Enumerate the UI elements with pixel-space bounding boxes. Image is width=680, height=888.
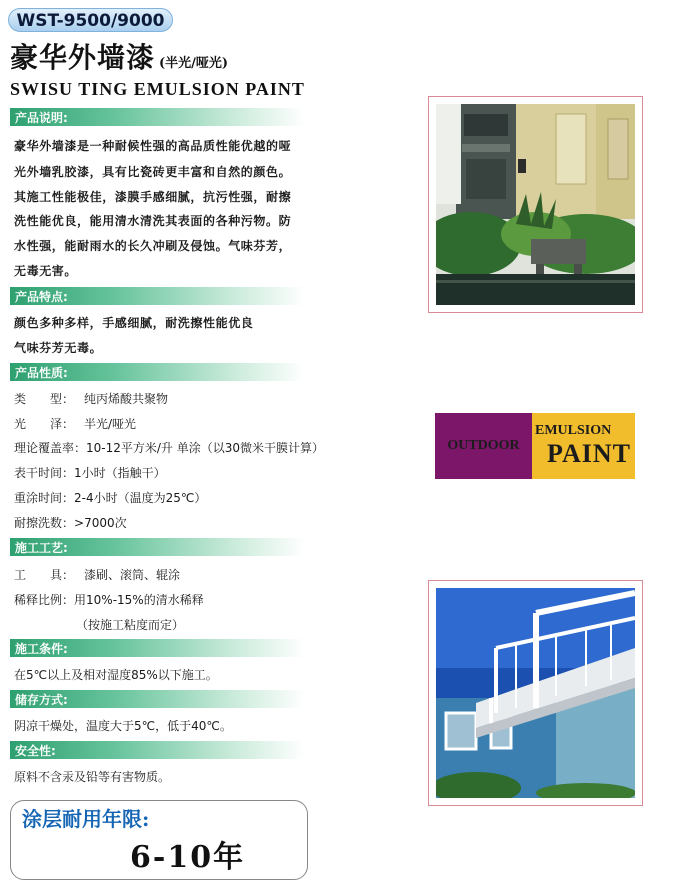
- banner-paint-text: PAINT: [547, 439, 631, 468]
- property-type: 类 型： 纯丙烯酸共聚物: [14, 392, 169, 406]
- property-dry-time: 表干时间： 1小时（指触干）: [14, 466, 166, 480]
- feature-line: 气味芬芳无毒。: [14, 341, 103, 355]
- application-tools: 工 具： 漆刷、滚筒、辊涂: [14, 568, 181, 582]
- blue-house-balcony-image: [436, 588, 635, 798]
- storage-text: 阴凉干燥处，温度大于5℃，低于40℃。: [14, 719, 232, 733]
- section-header-conditions: 施工条件:: [10, 639, 305, 657]
- durability-label: 涂层耐用年限:: [22, 807, 150, 831]
- section-header-features: 产品特点:: [10, 287, 305, 305]
- description-line: 水性强，能耐雨水的长久冲刷及侵蚀。气味芬芳，: [14, 239, 292, 253]
- application-dilution: 稀释比例： 用10%-15%的清水稀释: [14, 593, 204, 607]
- section-header-description: 产品说明:: [10, 108, 305, 126]
- product-title: [10, 36, 228, 74]
- section-header-storage: 储存方式:: [10, 690, 305, 708]
- conditions-text: 在5℃以上及相对湿度85%以下施工。: [14, 668, 218, 682]
- section-header-application: 施工工艺:: [10, 538, 305, 556]
- banner-left-panel: [435, 413, 532, 479]
- banner-outdoor-text: OUTDOOR: [447, 438, 520, 453]
- safety-text: 原料不含汞及铅等有害物质。: [14, 770, 171, 784]
- property-coverage: 理论覆盖率： 10-12平方米/升 单涂（以30微米干膜计算）: [14, 441, 325, 455]
- property-gloss: 光 泽： 半光/哑光: [14, 417, 137, 431]
- model-number-badge: WST-9500/9000: [8, 8, 173, 32]
- property-scrub-resistance: 耐擦洗数： >7000次: [14, 516, 127, 530]
- description-line: 其施工性能极佳，漆膜手感细腻，抗污性强，耐擦: [14, 190, 292, 204]
- durability-value: 6-10年: [130, 840, 246, 875]
- section-header-properties: 产品性质:: [10, 363, 305, 381]
- product-subtitle: SWISU TING EMULSION PAINT: [10, 79, 305, 99]
- description-line: 光外墙乳胶漆，具有比瓷砖更丰富和自然的颜色。: [14, 165, 292, 179]
- banner-right-panel: [532, 413, 635, 479]
- villa-garden-photo: [428, 96, 643, 313]
- villa-garden-image: [436, 104, 635, 305]
- blue-house-balcony-photo: [428, 580, 643, 806]
- product-title-note: (半光/哑光): [159, 56, 229, 71]
- product-title-main: 豪华外墙漆: [10, 41, 156, 74]
- application-dilution-note: （按施工粘度而定）: [76, 618, 185, 632]
- outdoor-emulsion-paint-banner: [435, 413, 635, 479]
- description-line: 洗性能优良，能用清水清洗其表面的各种污物。防: [14, 214, 292, 228]
- description-line: 豪华外墙漆是一种耐候性强的高品质性能优越的哑: [14, 139, 292, 153]
- property-recoat-time: 重涂时间： 2-4小时（温度为25℃）: [14, 491, 207, 505]
- description-line: 无毒无害。: [14, 264, 78, 278]
- feature-line: 颜色多种多样，手感细腻，耐洗擦性能优良: [14, 316, 254, 330]
- banner-emulsion-text: EMULSION: [535, 423, 612, 438]
- section-header-safety: 安全性:: [10, 741, 305, 759]
